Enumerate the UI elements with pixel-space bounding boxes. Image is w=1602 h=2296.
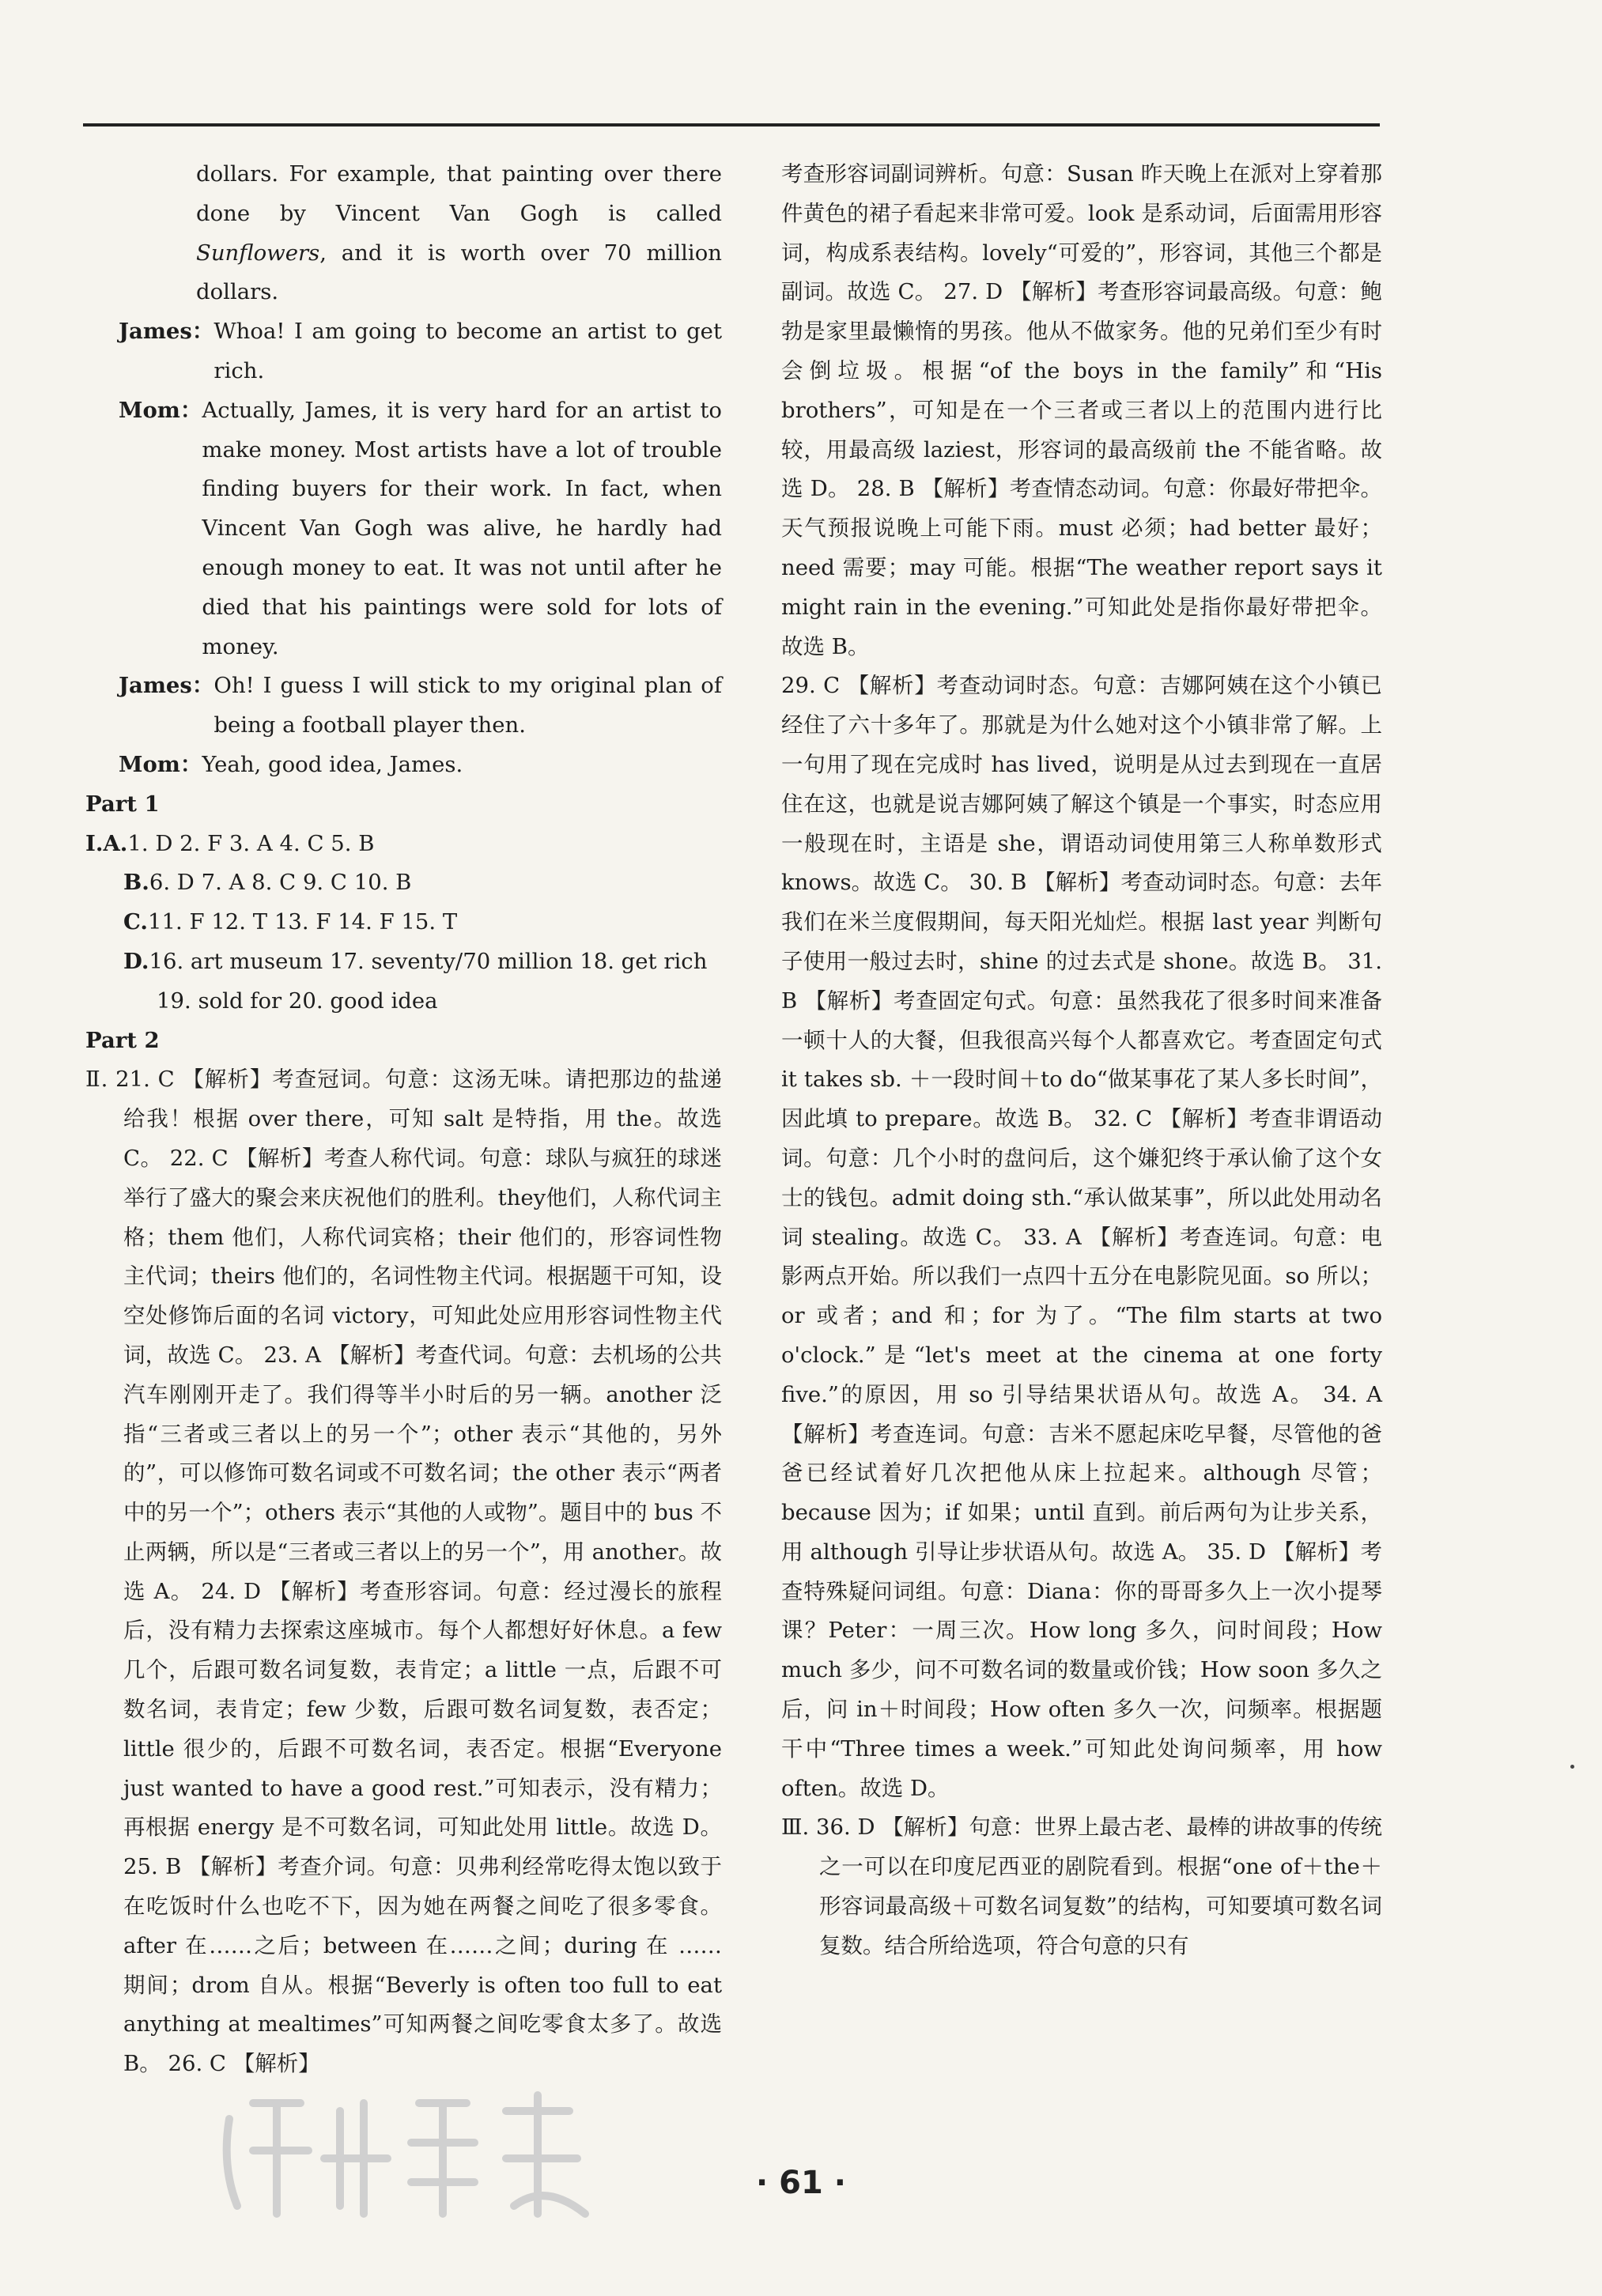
speech: Oh! I guess I will stick to my original plan of being a football player then. (213, 673, 722, 738)
explanation-paragraph: Ⅱ. 21. C 【解析】考查冠词。句意：这汤无味。请把那边的盐递给我！根据 over there，可知 salt 是特指，用 the。故选C。 22. C 【解析】考查人称代词。句意：球队与疯狂的球迷举行了盛大的聚会来庆祝他们的胜利。they他们，人称代词主格；them 他们，人称代词宾格；their 他们的，形容词性物主代词；theirs 他们的，名词性物主代词。根据题干可知，设空处修饰后面的名词 victory，可知此处应用形容词性物主代词，故选 C。 23. A 【解析】考查代词。句意：去机场的公共汽车刚刚开走了。我们得等半小时后的另一辆。another 泛指“三者或三者以上的另一个”；other 表示“其他的，另外的”，可以修饰可数名词或不可数名词；the other 表示“两者中的另一个”；others 表示“其他的人或物”。题目中的 bus 不止两辆，所以是“三者或三者以上的另一个”，用 another。故选 A。 24. D 【解析】考查形容词。句意：经过漫长的旅程后，没有精力去探索这座城市。每个人都想好好休息。a few 几个，后跟可数名词复数，表肯定；a little 一点，后跟不可数名词，表肯定；few 少数，后跟可数名词复数，表否定；little 很少的，后跟不可数名词，表否定。根据“Everyone just wanted to have a good rest.”可知表示，没有精力；再根据 energy 是不可数名词，可知此处用 little。故选 D。 25. B 【解析】考查介词。句意：贝弗利经常吃得太饱以致于在吃饭时什么也吃不下，因为她在两餐之间吃了很多零食。after 在……之后；between 在……之间；during 在 …… 期间；drom 自从。根据“Beverly is often too full to eat anything at mealtimes”可知两餐之间吃零食太多了。故选 B。 26. C 【解析】 (85, 1067, 722, 2077)
speech: Actually, James, it is very hard for an artist to make money. Most artists have a lot of trouble finding buyers for their work. In fact, when Vincent Van Gogh was alive, he hardly had enough money to eat. It was not until after he died that his paintings were sold for lots of money. (202, 397, 722, 659)
dialogue-line (85, 312, 722, 391)
speaker: Mom： (119, 397, 202, 423)
answer-row: 19. sold for 20. good idea (157, 988, 438, 1014)
answer-row: Ⅰ.A.1. D 2. F 3. A 4. C 5. B (85, 830, 375, 856)
top-rule (83, 123, 1380, 127)
speaker: Mom： (119, 751, 202, 777)
part-1-heading: Part 1 (85, 791, 160, 817)
answer-row: D.16. art museum 17. seventy/70 million 18. get rich (123, 948, 708, 974)
answer-row: C.11. F 12. T 13. F 14. F 15. T (123, 909, 458, 935)
explanation-paragraph: Ⅲ. 36. D 【解析】句意：世界上最古老、最棒的讲故事的传统之一可以在印度尼西亚的剧院看到。根据“one of＋the＋形容词最高级＋可数名词复数”的结构，可知要填可数名词复数。结合所给选项，符合句意的只有 (781, 1815, 1382, 1958)
part-2-heading: Part 2 (85, 1027, 160, 1053)
speech: Yeah, good idea, James. (202, 751, 463, 777)
margin-dot (1570, 1765, 1574, 1769)
left-column (85, 155, 722, 2084)
watermark-logo (206, 2071, 648, 2230)
dialogue-line (85, 746, 722, 785)
page-number: · 61 · (756, 2165, 846, 2201)
speaker: James： (119, 673, 214, 699)
explanation-paragraph: 29. C 【解析】考查动词时态。句意：吉娜阿姨在这个小镇已经住了六十多年了。那就是为什么她对这个小镇非常了解。上一句用了现在完成时 has lived，说明是从过去到现在一直居住在这，也就是说吉娜阿姨了解这个镇是一个事实，时态应用一般现在时，主语是 she，谓语动词使用第三人称单数形式 knows。故选 C。 30. B 【解析】考查动词时态。句意：去年我们在米兰度假期间，每天阳光灿烂。根据 last year 判断句子使用一般过去时，shine 的过去式是 shone。故选 B。 31. B 【解析】考查固定句式。句意：虽然我花了很多时间来准备一顿十人的大餐，但我很高兴每个人都喜欢它。考查固定句式 it takes sb. ＋一段时间＋to do“做某事花了某人多长时间”，因此填 to prepare。故选 B。 32. C 【解析】考查非谓语动词。句意：几个小时的盘问后，这个嫌犯终于承认偷了这个女士的钱包。admit doing sth.“承认做某事”，所以此处用动名词 stealing。故选 C。 33. A 【解析】考查连词。句意：电影两点开始。所以我们一点四十五分在电影院见面。so 所以；or 或者；and 和；for 为了。“The film starts at two o'clock.”是“let's meet at the cinema at one forty five.”的原因，用 so 引导结果状语从句。故选 A。 34. A 【解析】考查连词。句意：吉米不愿起床吃早餐，尽管他的爸爸已经试着好几次把他从床上拉起来。although 尽管；because 因为；if 如果；until 直到。前后两句为让步关系，用 although 引导让步状语从句。故选 A。 35. D 【解析】考查特殊疑问词组。句意：Diana：你的哥哥多久上一次小提琴课？Peter：一周三次。How long 多久，问时间段；How much 多少，问不可数名词的数量或价钱；How soon 多久之后，问 in＋时间段；How often 多久一次，问频率。根据题干中“Three times a week.”可知此处询问频率，用 how often。故选 D。 (781, 673, 1382, 1801)
right-column (781, 155, 1382, 1966)
dialogue-line (85, 667, 722, 746)
dialogue-continuation: dollars. For example, that painting over there done by Vincent Van Gogh is called Sunflowers, and it is worth over 70 million dollars. (196, 161, 722, 305)
explanation-paragraph: 考查形容词副词辨析。句意：Susan 昨天晚上在派对上穿着那件黄色的裙子看起来非常可爱。look 是系动词，后面需用形容词，构成系表结构。lovely“可爱的”，形容词，其他三个都是副词。故选 C。 27. D 【解析】考查形容词最高级。句意：鲍勃是家里最懒惰的男孩。他从不做家务。他的兄弟们至少有时会倒垃圾。根据“of the boys in the family”和“His brothers”，可知是在一个三者或三者以上的范围内进行比较，用最高级 laziest，形容词的最高级前 the 不能省略。故选 D。 28. B 【解析】考查情态动词。句意：你最好带把伞。天气预报说晚上可能下雨。must 必须；had better 最好；need 需要；may 可能。根据“The weather report says it might rain in the evening.”可知此处是指你最好带把伞。故选 B。 (781, 161, 1382, 659)
answer-row: B.6. D 7. A 8. C 9. C 10. B (123, 870, 412, 896)
speaker: James： (119, 319, 214, 345)
dialogue-line (85, 391, 722, 667)
speech: Whoa! I am going to become an artist to get rich. (213, 319, 722, 383)
sunflowers-title: Sunflowers (196, 240, 320, 266)
